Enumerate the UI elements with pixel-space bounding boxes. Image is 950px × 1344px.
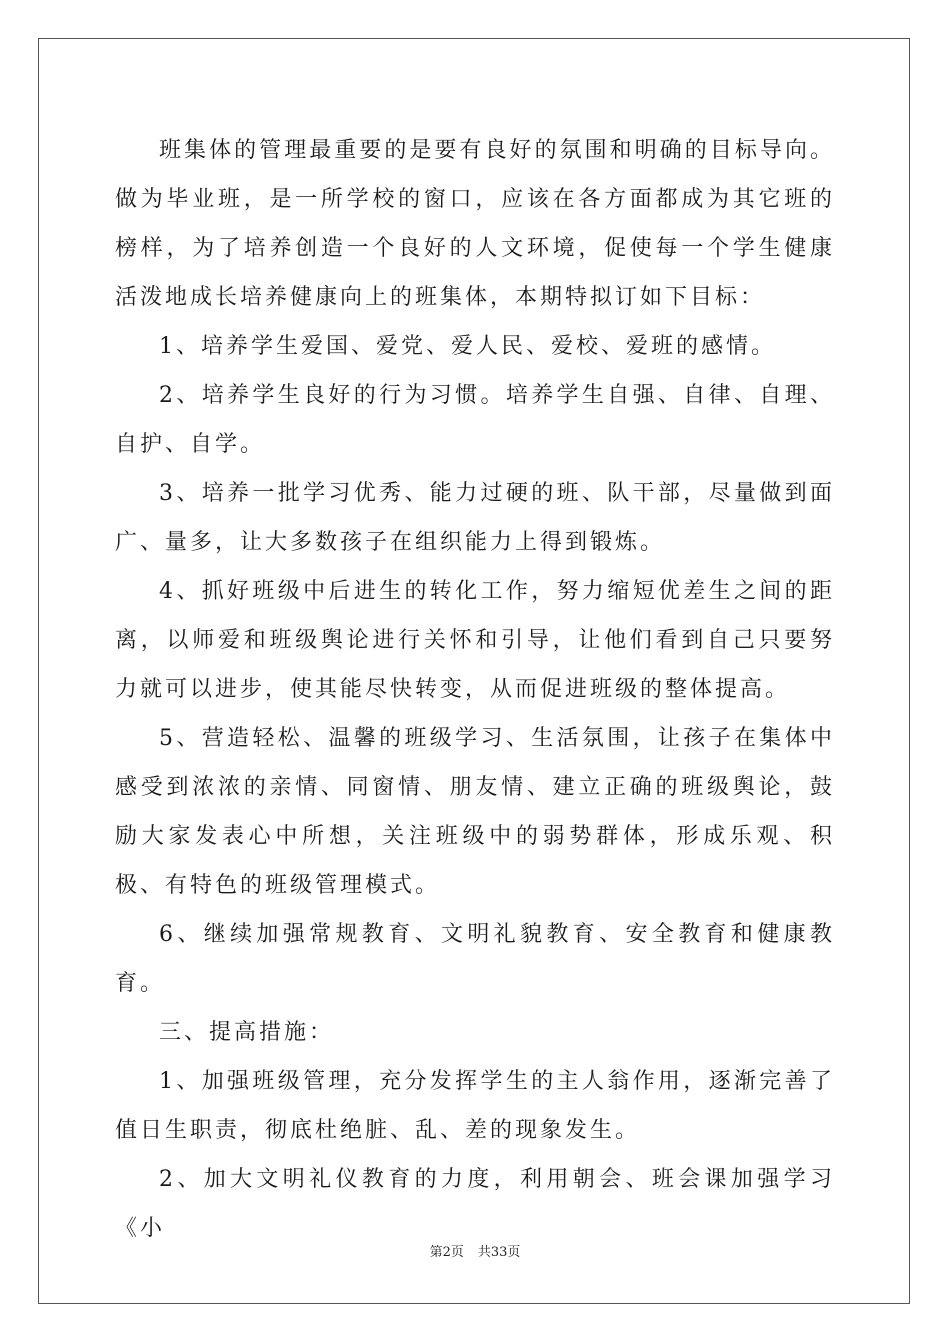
paragraph-intro: 班集体的管理最重要的是要有良好的氛围和明确的目标导向。做为毕业班，是一所学校的窗口，应该在各方面都成为其它班的榜样，为了培养创造一个良好的人文环境，促使每一个学生健康活泼地成长培养健康向上的班集体，本期特拟订如下目标：: [115, 138, 835, 310]
paragraph-measure-2: 2、加大文明礼仪教育的力度，利用朝会、班会课加强学习《小: [115, 1167, 835, 1241]
page-footer: [0, 1241, 950, 1260]
paragraph-measure-1: 1、加强班级管理，充分发挥学生的主人翁作用，逐渐完善了值日生职责，彻底杜绝脏、乱、差的现象发生。: [115, 1069, 835, 1143]
paragraph-goal-3: 3、培养一批学习优秀、能力过硬的班、队干部，尽量做到面广、量多，让大多数孩子在组织能力上得到锻炼。: [115, 481, 835, 555]
paragraph-goal-5: 5、营造轻松、温馨的班级学习、生活氛围，让孩子在集体中感受到浓浓的亲情、同窗情、朋友情、建立正确的班级舆论，鼓励大家发表心中所想，关注班级中的弱势群体，形成乐观、积极、有特色的班级管理模式。: [115, 726, 835, 898]
page-number: 第2页: [429, 1245, 464, 1260]
paragraph-goal-2: 2、培养学生良好的行为习惯。培养学生自强、自律、自理、自护、自学。: [115, 383, 835, 457]
paragraph-goal-4: 4、抓好班级中后进生的转化工作，努力缩短优差生之间的距离，以师爱和班级舆论进行关怀和引导，让他们看到自己只要努力就可以进步，使其能尽快转变，从而促进班级的整体提高。: [115, 579, 835, 702]
section-heading-measures: 三、提高措施：: [159, 1020, 335, 1045]
document-body: [115, 126, 835, 1253]
paragraph-goal-1: 1、培养学生爱国、爱党、爱人民、爱校、爱班的感情。: [159, 334, 776, 359]
page-total: 共33页: [477, 1245, 521, 1260]
paragraph-goal-6: 6、继续加强常规教育、文明礼貌教育、安全教育和健康教育。: [115, 922, 835, 996]
